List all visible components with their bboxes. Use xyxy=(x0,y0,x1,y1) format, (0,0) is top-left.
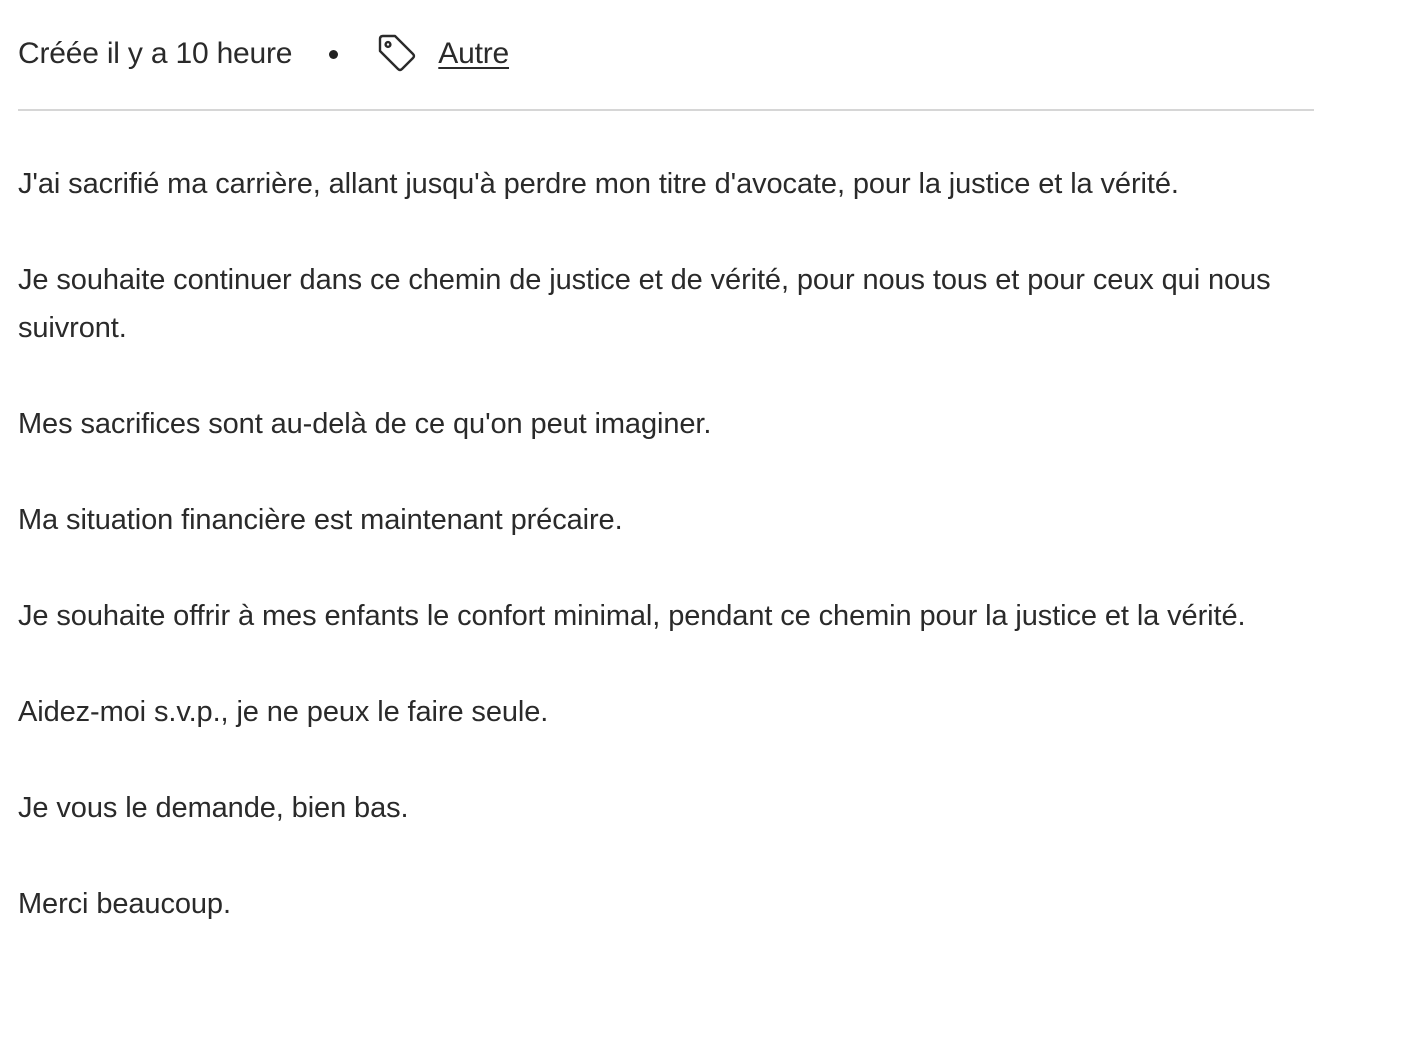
description xyxy=(18,160,1314,976)
separator-dot xyxy=(329,50,338,59)
description-paragraph: Je vous le demande, bien bas. xyxy=(18,792,409,824)
description-paragraph: Aidez-moi s.v.p., je ne peux le faire seule. xyxy=(18,696,549,728)
description-paragraph: J'ai sacrifié ma carrière, allant jusqu'à perdre mon titre d'avocate, pour la justice et la vérité. xyxy=(18,168,1179,200)
meta-bar xyxy=(18,28,509,80)
description-paragraph: Je souhaite continuer dans ce chemin de justice et de vérité, pour nous tous et pour ceux qui nous suivront. xyxy=(18,264,1271,344)
description-paragraph: Mes sacrifices sont au-delà de ce qu'on peut imaginer. xyxy=(18,408,712,440)
tag-icon xyxy=(376,33,418,75)
description-paragraph: Merci beaucoup. xyxy=(18,888,231,920)
description-paragraph: Ma situation financière est maintenant précaire. xyxy=(18,504,623,536)
divider xyxy=(18,109,1314,111)
created-time: Créée il y a 10 heure xyxy=(18,37,293,70)
category-link[interactable]: Autre xyxy=(438,37,510,70)
description-paragraph: Je souhaite offrir à mes enfants le confort minimal, pendant ce chemin pour la justice et la vérité. xyxy=(18,600,1246,632)
